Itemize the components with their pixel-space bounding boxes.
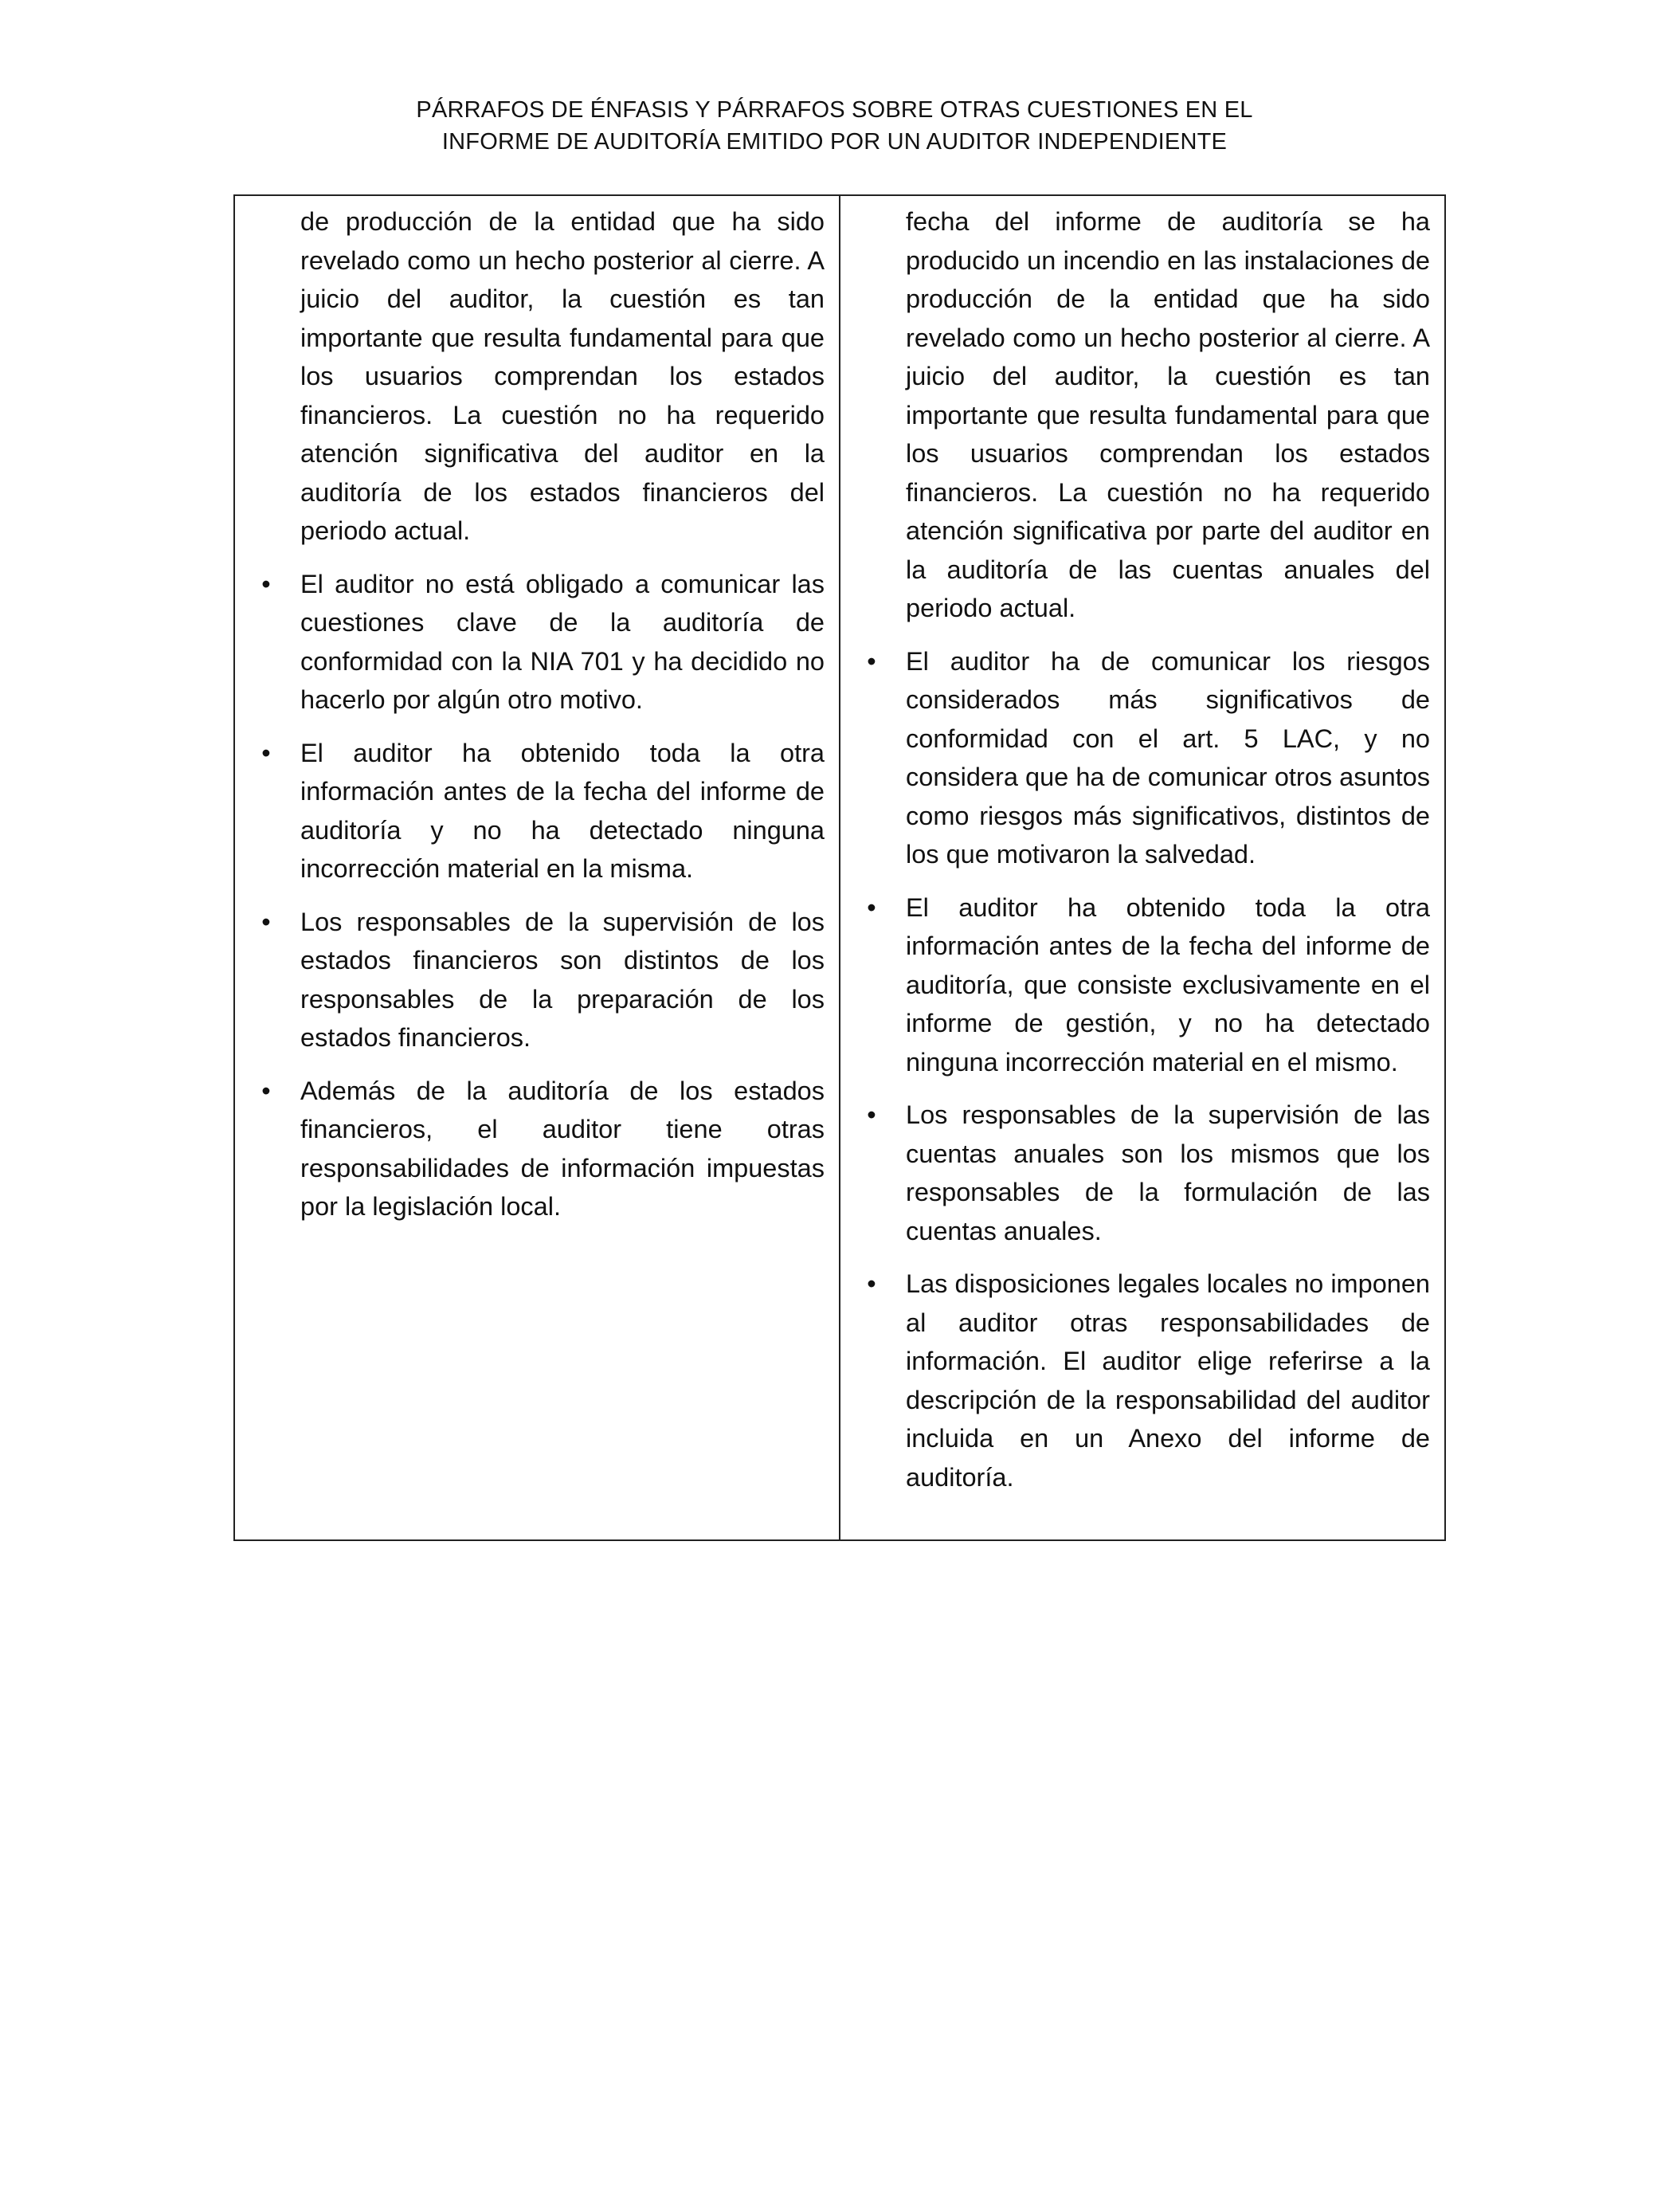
left-list-item-text: Los responsables de la supervisión de los estados financieros son distintos de los responsables de la preparación de los estados financieros. xyxy=(300,907,825,1052)
left-list-item xyxy=(235,1072,825,1226)
bullet-icon: • xyxy=(867,1100,876,1129)
bullet-icon: • xyxy=(867,892,876,922)
bullet-icon: • xyxy=(261,1076,271,1105)
bullet-icon: • xyxy=(867,646,876,676)
right-list-item-text: Los responsables de la supervisión de las cuentas anuales son los mismos que los responsables de la formulación de las cuentas anuales. xyxy=(906,1100,1430,1245)
left-list-item xyxy=(235,903,825,1057)
right-list-item-text: El auditor ha de comunicar los riesgos considerados más significativos de conformidad con el art. 5 LAC, y no considera que ha de comunicar otros asuntos como riesgos más significativos, distintos de los que motivaron la salvedad. xyxy=(906,646,1430,869)
left-continuation-paragraph xyxy=(235,202,825,551)
right-list-item xyxy=(840,1265,1430,1496)
bullet-icon: • xyxy=(261,569,271,598)
right-list-item-text: Las disposiciones legales locales no imponen al auditor otras responsabilidades de información. El auditor elige referirse a la descripción de la responsabilidad del auditor incluida en un Anexo del informe de auditoría. xyxy=(906,1269,1430,1492)
header-title-line-2: INFORME DE AUDITORÍA EMITIDO POR UN AUDITOR INDEPENDIENTE xyxy=(441,129,1228,155)
header-title-line-1: PÁRRAFOS DE ÉNFASIS Y PÁRRAFOS SOBRE OTRAS CUESTIONES EN EL xyxy=(416,97,1253,123)
bullet-icon: • xyxy=(867,1269,876,1298)
left-continuation-text: de producción de la entidad que ha sido revelado como un hecho posterior al cierre. A juicio del auditor, la cuestión es tan importante que resulta fundamental para que los usuarios comprendan los estados financieros. La cuestión no ha requerido atención significativa del auditor en la auditoría de los estados financieros del periodo actual. xyxy=(300,207,825,545)
left-list-item-text: El auditor no está obligado a comunicar las cuestiones clave de la auditoría de conformidad con la NIA 701 y ha decidido no hacerlo por algún otro motivo. xyxy=(300,569,825,714)
comparison-table xyxy=(233,194,1446,1541)
right-continuation-text: fecha del informe de auditoría se ha producido un incendio en las instalaciones de producción de la entidad que ha sido revelado como un hecho posterior al cierre. A juicio del auditor, la cuestión es tan importante que resulta fundamental para que los usuarios comprendan los estados financieros. La cuestión no ha requerido atención significativa por parte del auditor en la auditoría de las cuentas anuales del periodo actual. xyxy=(906,207,1430,622)
page-header xyxy=(0,94,1669,158)
right-list-item xyxy=(840,888,1430,1082)
bullet-icon: • xyxy=(261,738,271,767)
right-list-item xyxy=(840,642,1430,874)
left-list-item-text: El auditor ha obtenido toda la otra información antes de la fecha del informe de auditoría y no ha detectado ninguna incorrección material en la misma. xyxy=(300,738,825,883)
right-list-item xyxy=(840,1096,1430,1250)
left-column xyxy=(235,196,840,1539)
left-list-item xyxy=(235,565,825,720)
bullet-icon: • xyxy=(261,907,271,936)
right-continuation-paragraph xyxy=(840,202,1430,628)
left-list-item xyxy=(235,734,825,888)
left-list-item-text: Además de la auditoría de los estados financieros, el auditor tiene otras responsabilidades de información impuestas por la legislación local. xyxy=(300,1076,825,1221)
right-list-item-text: El auditor ha obtenido toda la otra información antes de la fecha del informe de auditoría, que consiste exclusivamente en el informe de gestión, y no ha detectado ninguna incorrección material en el mismo. xyxy=(906,892,1430,1077)
right-column xyxy=(840,196,1444,1539)
